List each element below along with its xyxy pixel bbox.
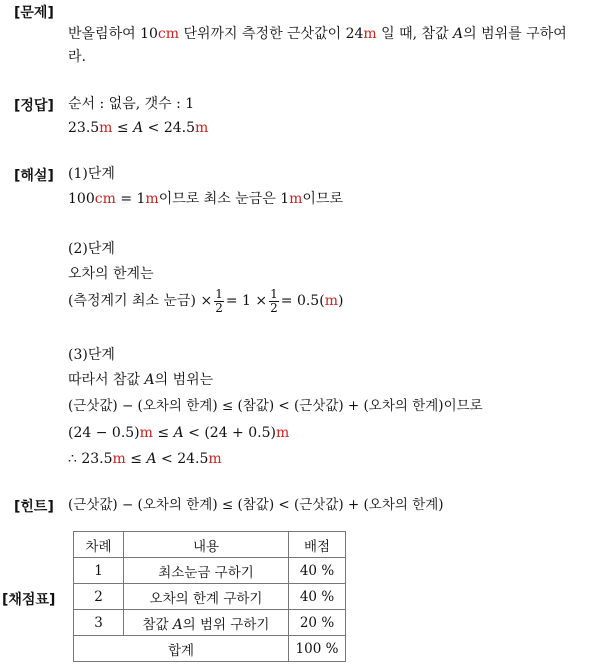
total-row [74,636,346,662]
fraction-half: $\frac{1}{2}$ [215,286,223,315]
rubric-label: [채점표] [2,592,56,608]
row-number: 2 [74,584,124,610]
row-score: 40 % [289,558,346,584]
total-label: 합계 [74,636,289,662]
step2-line-1: 오차의 한계는 [68,266,154,282]
hint-label: [힌트] [14,499,54,515]
step1-heading: (1)단계 [68,166,115,182]
step1-line: 100cm = 1m이므로 최소 눈금은 1m이므로 [68,191,343,207]
step3-line-3: (24 − 0.5)m ≤ A < (24 + 0.5)m [68,425,290,441]
row-number: 3 [74,610,124,636]
row-content: 참값 A의 범위 구하기 [124,610,289,636]
step3-line-2: (근삿값) − (오차의 한계) ≤ (참값) < (근삿값) + (오차의 한계)이므로 [68,398,483,414]
step3-line-1: 따라서 참값 A의 범위는 [68,372,214,388]
fraction-half: $\frac{1}{2}$ [270,286,278,315]
header-content: 내용 [124,532,289,558]
step3-line-4: ∴ 23.5m ≤ A < 24.5m [68,451,222,467]
row-content: 최소눈금 구하기 [124,558,289,584]
step3-heading: (3)단계 [68,347,115,363]
table-row [74,558,346,584]
row-score: 40 % [289,584,346,610]
problem-line-1: 반올림하여 10cm 단위까지 측정한 근삿값이 24m 일 때, 참값 A의 범위를 구하여 [68,26,567,42]
answer-label: [정답] [14,98,54,114]
row-score: 20 % [289,610,346,636]
step2-heading: (2)단계 [68,241,115,257]
header-score: 배점 [289,532,346,558]
rubric-header-row [74,532,346,558]
table-row [74,610,346,636]
header-order: 차례 [74,532,124,558]
rubric-table [73,531,346,662]
problem-label: [문제] [14,5,54,21]
table-row [74,584,346,610]
answer-line-1: 순서 : 없음, 갯수 : 1 [68,96,195,112]
row-content: 오차의 한계 구하기 [124,584,289,610]
problem-line-2: 라. [68,49,86,65]
row-number: 1 [74,558,124,584]
hint-text: (근삿값) − (오차의 한계) ≤ (참값) < (근삿값) + (오차의 한계) [68,497,444,513]
step2-line-2: (측정계기 최소 눈금) × $\frac{1}{2}$ = 1 × $\frac{1}{2}$ = 0.5(m) [68,286,344,315]
solution-label: [해설] [14,168,54,184]
total-score: 100 % [289,636,346,662]
answer-line-2: 23.5m ≤ A < 24.5m [68,120,209,136]
